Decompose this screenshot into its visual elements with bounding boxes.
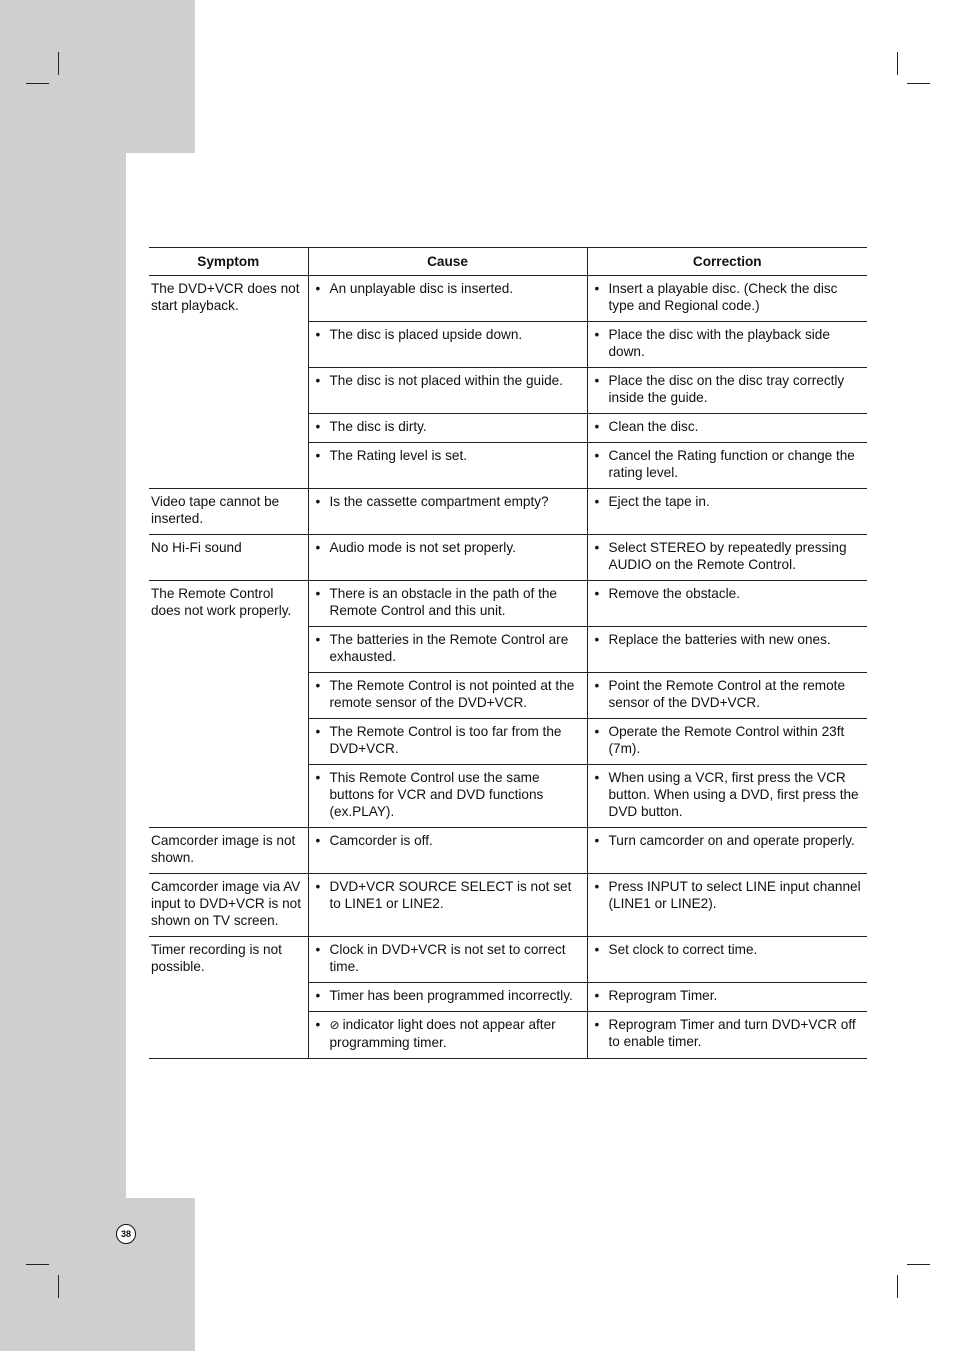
bullet-icon: •: [315, 281, 321, 296]
correction-cell: [587, 322, 867, 368]
correction-text: When using a VCR, first press the VCR button. When using a DVD, first press the DVD button.: [608, 770, 859, 819]
cause-cell: [308, 443, 587, 489]
header-symptom: Symptom: [149, 248, 308, 276]
correction-text: Replace the batteries with new ones.: [608, 632, 831, 647]
correction-text: Insert a playable disc. (Check the disc type and Regional code.): [608, 281, 838, 313]
correction-cell: [587, 581, 867, 627]
table-row: [149, 535, 867, 581]
bullet-icon: •: [315, 724, 321, 739]
bullet-icon: •: [315, 494, 321, 509]
symptom-cell: Timer recording is not possible.: [149, 937, 308, 1059]
symptom-cell: No Hi-Fi sound: [149, 535, 308, 581]
correction-cell: [587, 414, 867, 443]
bullet-icon: •: [594, 448, 600, 463]
correction-text: Press INPUT to select LINE input channel (LINE1 or LINE2).: [608, 879, 861, 911]
correction-cell: [587, 276, 867, 322]
bullet-icon: •: [315, 632, 321, 647]
correction-text: Place the disc with the playback side down.: [608, 327, 830, 359]
cause-text: The Remote Control is not pointed at the remote sensor of the DVD+VCR.: [329, 678, 575, 710]
table-row: [149, 489, 867, 535]
table-row: [149, 276, 867, 322]
bullet-icon: •: [315, 373, 321, 388]
correction-cell: [587, 874, 867, 937]
correction-text: Select STEREO by repeatedly pressing AUDIO on the Remote Control.: [608, 540, 847, 572]
correction-cell: [587, 368, 867, 414]
bullet-icon: •: [594, 879, 600, 894]
gray-margin-side: [0, 153, 126, 1198]
cause-text: The Rating level is set.: [329, 448, 468, 463]
cause-text: DVD+VCR SOURCE SELECT is not set to LINE1 or LINE2.: [329, 879, 572, 911]
correction-text: Reprogram Timer and turn DVD+VCR off to enable timer.: [608, 1017, 856, 1049]
cause-cell: [308, 535, 587, 581]
table-row: [149, 828, 867, 874]
correction-cell: [587, 673, 867, 719]
symptom-cell: Camcorder image is not shown.: [149, 828, 308, 874]
correction-cell: [587, 983, 867, 1012]
bullet-icon: •: [315, 988, 321, 1003]
crop-mark: [58, 1275, 59, 1298]
bullet-icon: •: [594, 327, 600, 342]
correction-text: Reprogram Timer.: [608, 988, 718, 1003]
cause-text: The Remote Control is too far from the DVD+VCR.: [329, 724, 562, 756]
symptom-cell: The DVD+VCR does not start playback.: [149, 276, 308, 489]
cause-text: The disc is not placed within the guide.: [329, 373, 563, 388]
table-header-row: [149, 248, 867, 276]
correction-text: Turn camcorder on and operate properly.: [608, 833, 855, 848]
bullet-icon: •: [315, 833, 321, 848]
cause-cell: [308, 368, 587, 414]
timer-icon: ⊘: [329, 1018, 340, 1032]
gray-margin-top: [0, 0, 195, 153]
bullet-icon: •: [315, 448, 321, 463]
crop-mark: [58, 52, 59, 75]
cause-text: The disc is dirty.: [329, 419, 427, 434]
bullet-icon: •: [315, 586, 321, 601]
crop-mark: [907, 83, 930, 84]
bullet-icon: •: [594, 770, 600, 785]
cause-text: Is the cassette compartment empty?: [329, 494, 549, 509]
cause-text: Clock in DVD+VCR is not set to correct time.: [329, 942, 566, 974]
cause-cell: [308, 322, 587, 368]
cause-text: Timer has been programmed incorrectly.: [329, 988, 573, 1003]
bullet-icon: •: [594, 724, 600, 739]
correction-cell: [587, 937, 867, 983]
correction-cell: [587, 719, 867, 765]
crop-mark: [897, 1275, 898, 1298]
symptom-cell: Video tape cannot be inserted.: [149, 489, 308, 535]
bullet-icon: •: [594, 586, 600, 601]
crop-mark: [26, 1264, 49, 1265]
cause-text: The disc is placed upside down.: [329, 327, 523, 342]
crop-mark: [26, 83, 49, 84]
cause-cell: [308, 673, 587, 719]
bullet-icon: •: [594, 632, 600, 647]
cause-cell: [308, 1012, 587, 1059]
symptom-cell: The Remote Control does not work properly.: [149, 581, 308, 828]
correction-cell: [587, 765, 867, 828]
correction-text: Cancel the Rating function or change the rating level.: [608, 448, 855, 480]
cause-cell: [308, 983, 587, 1012]
correction-text: Clean the disc.: [608, 419, 699, 434]
correction-cell: [587, 627, 867, 673]
bullet-icon: •: [315, 942, 321, 957]
bullet-icon: •: [594, 942, 600, 957]
cause-cell: [308, 414, 587, 443]
correction-cell: [587, 443, 867, 489]
cause-cell: [308, 627, 587, 673]
crop-mark: [907, 1264, 930, 1265]
correction-text: Set clock to correct time.: [608, 942, 758, 957]
cause-text: Camcorder is off.: [329, 833, 433, 848]
symptom-cell: Camcorder image via AV input to DVD+VCR is not shown on TV screen.: [149, 874, 308, 937]
gray-margin-bottom: [0, 1198, 195, 1351]
table-row: [149, 874, 867, 937]
bullet-icon: •: [315, 770, 321, 785]
bullet-icon: •: [594, 988, 600, 1003]
troubleshooting-table: [149, 247, 867, 1059]
cause-text: This Remote Control use the same buttons for VCR and DVD functions (ex.PLAY).: [329, 770, 544, 819]
correction-text: Operate the Remote Control within 23ft (7m).: [608, 724, 845, 756]
correction-cell: [587, 828, 867, 874]
correction-cell: [587, 535, 867, 581]
correction-cell: [587, 1012, 867, 1059]
table-row: [149, 581, 867, 627]
table-row: [149, 937, 867, 983]
cause-cell: [308, 719, 587, 765]
correction-cell: [587, 489, 867, 535]
bullet-icon: •: [315, 540, 321, 555]
correction-text: Point the Remote Control at the remote sensor of the DVD+VCR.: [608, 678, 846, 710]
cause-cell: [308, 581, 587, 627]
bullet-icon: •: [315, 879, 321, 894]
bullet-icon: •: [315, 419, 321, 434]
cause-text: Audio mode is not set properly.: [329, 540, 516, 555]
bullet-icon: •: [594, 281, 600, 296]
cause-text: An unplayable disc is inserted.: [329, 281, 514, 296]
bullet-icon: •: [594, 540, 600, 555]
bullet-icon: •: [315, 1017, 321, 1032]
correction-text: Remove the obstacle.: [608, 586, 740, 601]
cause-cell: [308, 276, 587, 322]
cause-cell: [308, 765, 587, 828]
bullet-icon: •: [315, 327, 321, 342]
cause-text: There is an obstacle in the path of the Remote Control and this unit.: [329, 586, 557, 618]
cause-cell: [308, 828, 587, 874]
bullet-icon: •: [594, 494, 600, 509]
bullet-icon: •: [594, 833, 600, 848]
bullet-icon: •: [315, 678, 321, 693]
correction-text: Place the disc on the disc tray correctly inside the guide.: [608, 373, 845, 405]
page-number: 38: [116, 1224, 136, 1244]
cause-cell: [308, 937, 587, 983]
cause-text: indicator light does not appear after programming timer.: [329, 1017, 556, 1050]
header-cause: Cause: [308, 248, 587, 276]
bullet-icon: •: [594, 419, 600, 434]
crop-mark: [897, 52, 898, 75]
bullet-icon: •: [594, 678, 600, 693]
cause-cell: [308, 874, 587, 937]
header-correction: Correction: [587, 248, 867, 276]
correction-text: Eject the tape in.: [608, 494, 710, 509]
bullet-icon: •: [594, 1017, 600, 1032]
bullet-icon: •: [594, 373, 600, 388]
cause-cell: [308, 489, 587, 535]
cause-text: The batteries in the Remote Control are exhausted.: [329, 632, 569, 664]
